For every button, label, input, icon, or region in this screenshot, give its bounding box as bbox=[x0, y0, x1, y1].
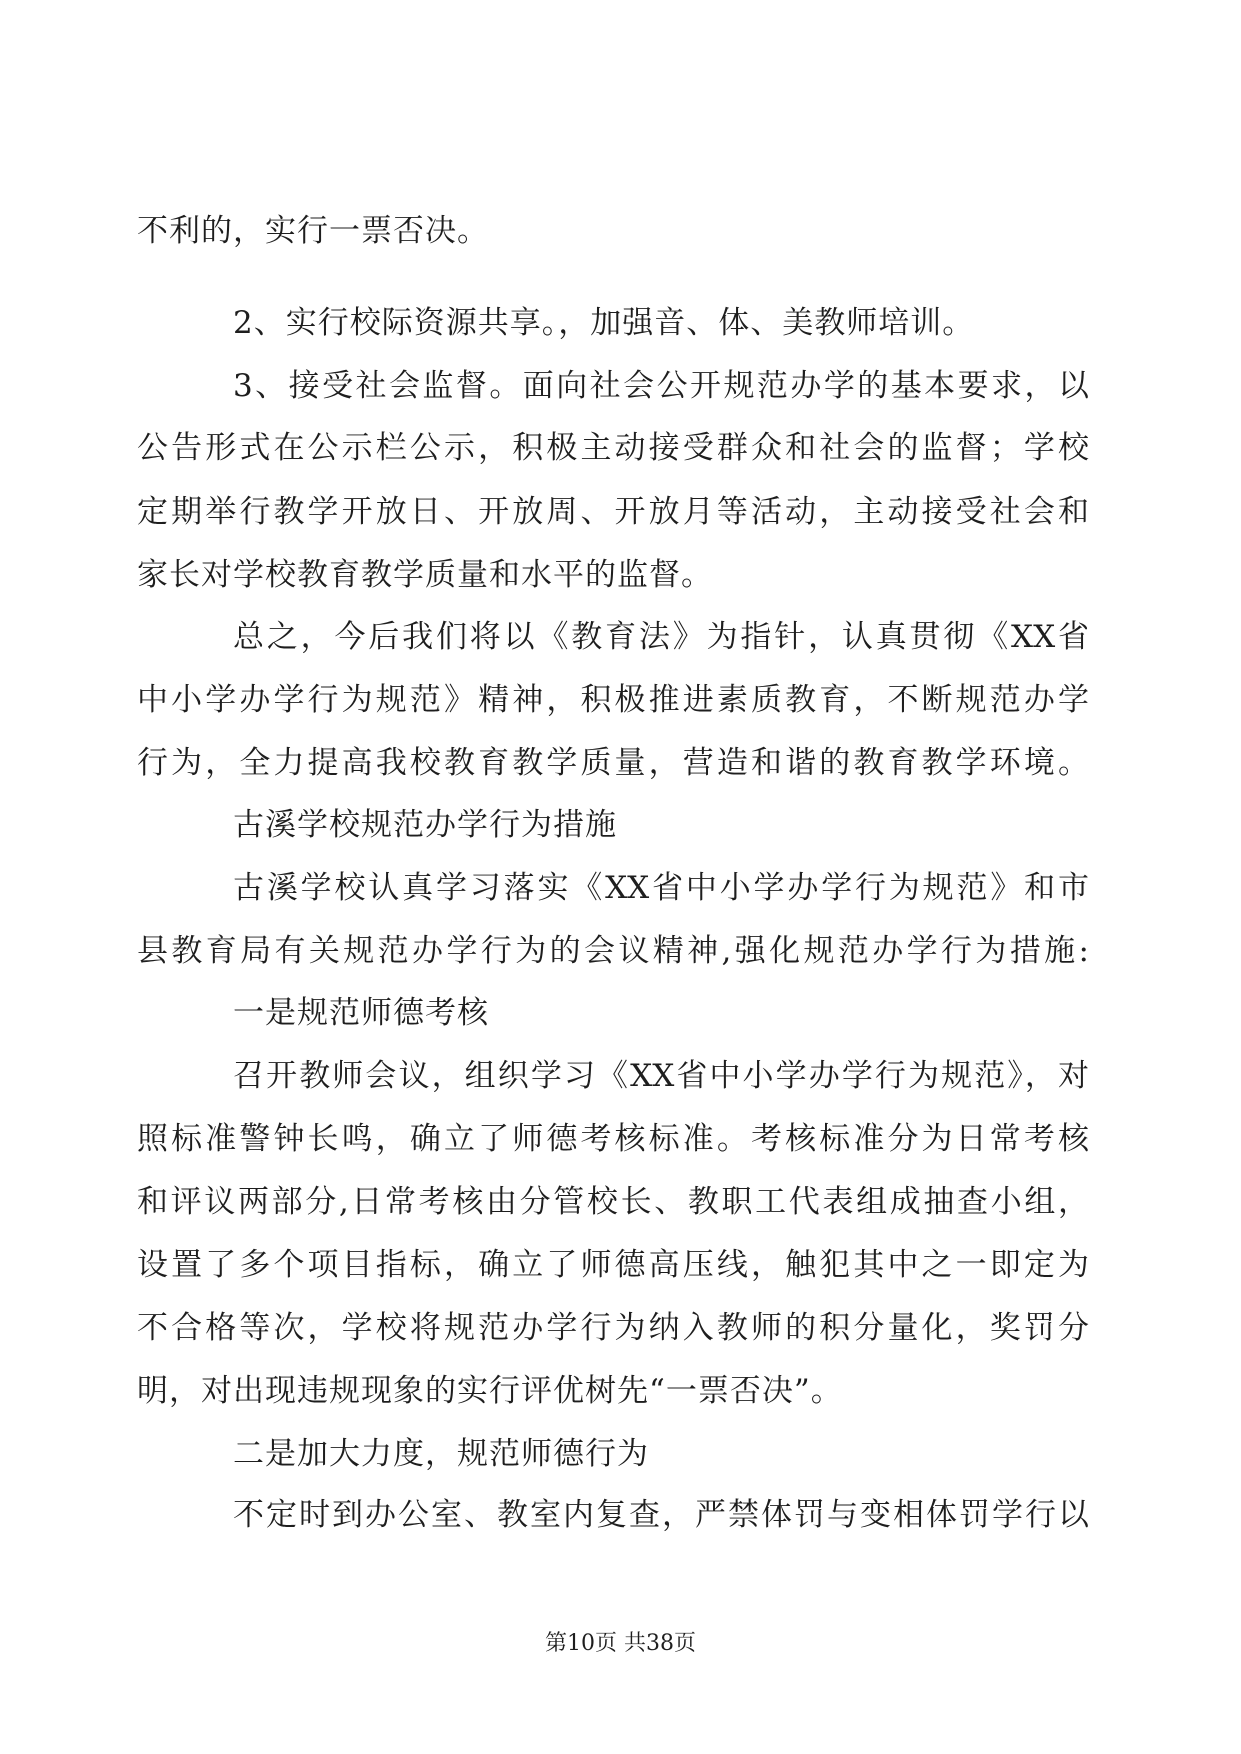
text-line: 不定时到办公室、教室内复查，严禁体罚与变相体罚学行以 bbox=[233, 1497, 1089, 1533]
text-line: 2、实行校际资源共享。，加强音、体、美教师培训。 bbox=[233, 305, 975, 341]
text-line: 总之，今后我们将以《教育法》为指针，认真贯彻《XX省 bbox=[233, 619, 1089, 655]
text-line: 3、接受社会监督。面向社会公开规范办学的基本要求，以 bbox=[233, 368, 1089, 404]
section-heading: 古溪学校规范办学行为措施 bbox=[233, 807, 617, 843]
text-line: 召开教师会议，组织学习《XX省中小学办学行为规范》，对 bbox=[233, 1058, 1089, 1094]
text-line: 不利的，实行一票否决。 bbox=[137, 213, 489, 249]
subsection-heading: 二是加大力度，规范师德行为 bbox=[233, 1436, 649, 1472]
text-line: 明，对出现违规现象的实行评优树先“一票否决”。 bbox=[137, 1373, 843, 1409]
subsection-heading: 一是规范师德考核 bbox=[233, 995, 489, 1031]
text-line: 家长对学校教育教学质量和水平的监督。 bbox=[137, 557, 713, 593]
text-line: 古溪学校认真学习落实《XX省中小学办学行为规范》和市 bbox=[233, 870, 1089, 906]
text-line: 县教育局有关规范办学行为的会议精神,强化规范办学行为措施: bbox=[137, 933, 1089, 969]
text-line: 中小学办学行为规范》精神，积极推进素质教育，不断规范办学 bbox=[137, 682, 1089, 718]
text-line: 公告形式在公示栏公示，积极主动接受群众和社会的监督；学校 bbox=[137, 430, 1089, 466]
page-footer: 第10页 共38页 bbox=[545, 1631, 696, 1656]
text-line: 设置了多个项目指标，确立了师德高压线，触犯其中之一即定为 bbox=[137, 1247, 1089, 1283]
text-line: 行为，全力提高我校教育教学质量，营造和谐的教育教学环境。 bbox=[137, 745, 1089, 781]
text-line: 照标准警钟长鸣，确立了师德考核标准。考核标准分为日常考核 bbox=[137, 1121, 1089, 1157]
text-line: 和评议两部分,日常考核由分管校长、教职工代表组成抽查小组， bbox=[137, 1184, 1089, 1220]
text-line: 定期举行教学开放日、开放周、开放月等活动，主动接受社会和 bbox=[137, 494, 1089, 530]
text-line: 不合格等次，学校将规范办学行为纳入教师的积分量化，奖罚分 bbox=[137, 1310, 1089, 1346]
